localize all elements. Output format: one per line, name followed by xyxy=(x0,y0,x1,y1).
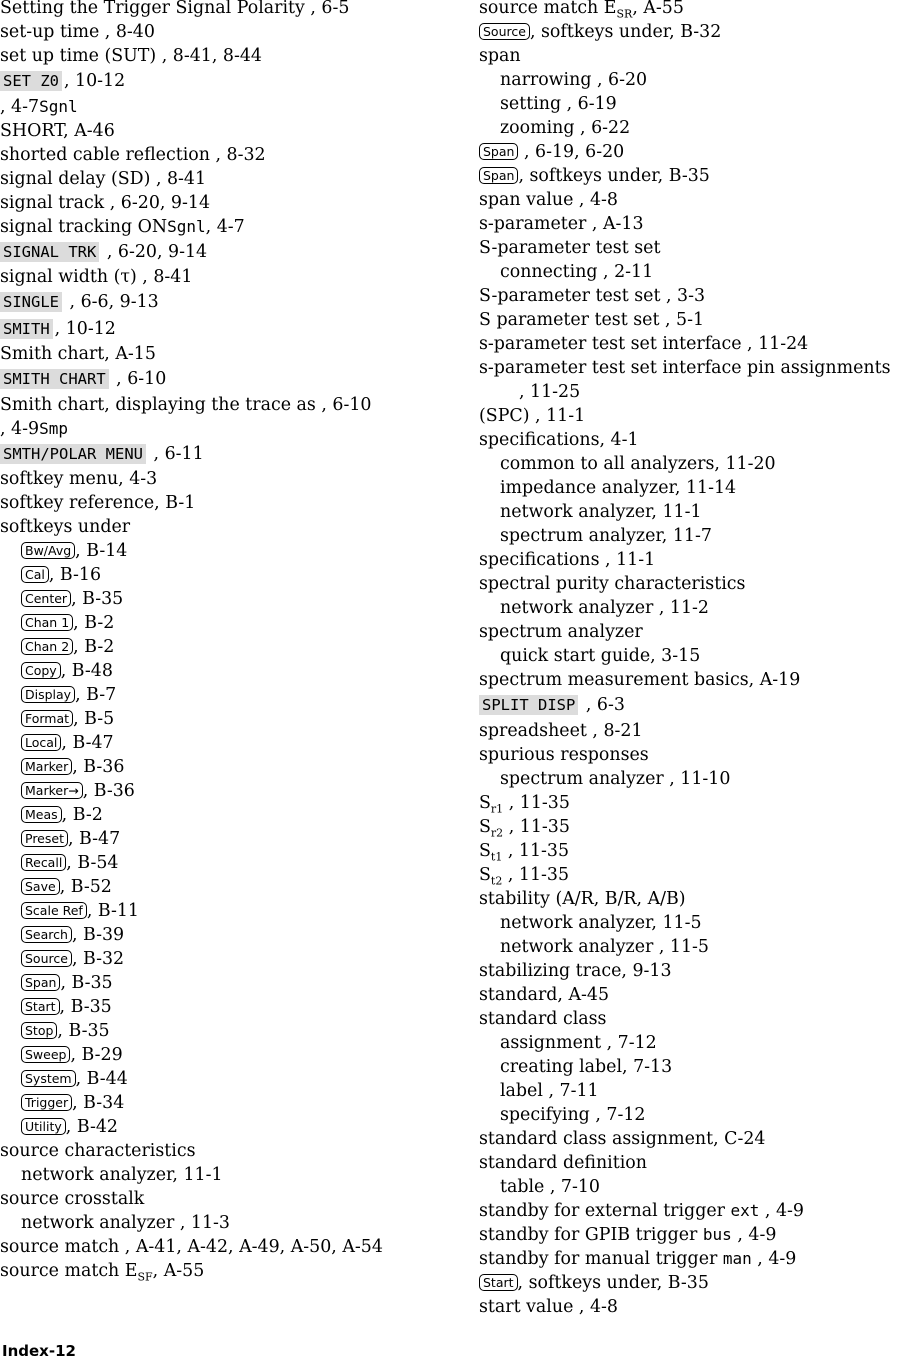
entry-text: , 6-11 xyxy=(147,443,204,464)
hardkey-label: Recall xyxy=(21,854,66,871)
entry-text: , B-39 xyxy=(71,925,125,945)
entry-text: span value , 4-8 xyxy=(479,190,618,210)
entry-text: source match , A-41, A-42, A-49, A-50, A-54 xyxy=(0,1237,383,1257)
index-subentry xyxy=(0,1115,470,1139)
entry-text: standard definition xyxy=(479,1152,647,1173)
index-subentry xyxy=(479,500,902,524)
entry-text: standby for external trigger xyxy=(479,1200,731,1221)
index-subentry xyxy=(479,1031,902,1055)
index-subentry xyxy=(0,659,470,683)
command-label: Sgnl xyxy=(167,216,206,236)
entry-text: standard class xyxy=(479,1008,607,1029)
entry-text: S-parameter test set , 3-3 xyxy=(479,286,706,306)
entry-text: standby for GPIB trigger xyxy=(479,1224,703,1245)
entry-text: , B-35 xyxy=(71,589,124,609)
index-entry xyxy=(479,572,902,596)
index-subentry xyxy=(479,767,902,791)
entry-text: source characteristics xyxy=(0,1141,196,1161)
index-entry xyxy=(479,1127,902,1151)
hardkey-label: Marker→ xyxy=(21,782,83,799)
command-label: man xyxy=(722,1248,752,1268)
index-entry xyxy=(479,1295,902,1319)
index-entry xyxy=(0,342,470,366)
entry-text: S-parameter test set xyxy=(479,238,661,258)
hardkey-label: Span xyxy=(21,974,60,991)
entry-text: spectrum analyzer, 11-7 xyxy=(500,526,712,546)
index-subentry xyxy=(479,452,902,476)
entry-text: set-up time , 8-40 xyxy=(0,22,155,42)
hardkey-label: Span xyxy=(479,143,518,160)
entry-text: , B-2 xyxy=(73,637,115,657)
hardkey-label: Start xyxy=(479,1274,518,1291)
index-entry xyxy=(479,356,902,404)
entry-text: start value , 4-8 xyxy=(479,1296,618,1317)
index-subentry xyxy=(479,1079,902,1103)
index-entry xyxy=(0,1139,470,1163)
index-entry xyxy=(479,188,902,212)
index-entry xyxy=(0,467,470,491)
entry-text: , B-7 xyxy=(75,685,117,705)
entry-text: , B-16 xyxy=(48,565,102,585)
index-entry xyxy=(479,284,902,308)
entry-text: , 6-10 xyxy=(110,369,167,389)
index-entry xyxy=(479,1151,902,1175)
entry-text: Smith chart, A-15 xyxy=(0,344,156,364)
entry-text: , B-47 xyxy=(67,829,121,849)
entry-text: Smith chart, displaying the trace as , 6-10 xyxy=(0,394,372,415)
entry-text: S xyxy=(479,840,491,861)
index-subentry xyxy=(0,587,470,611)
index-subentry xyxy=(0,563,470,587)
entry-text: source crosstalk xyxy=(0,1189,145,1209)
entry-text: spectrum analyzer xyxy=(479,622,643,642)
index-subentry xyxy=(0,827,470,851)
index-entry xyxy=(0,95,470,119)
index-entry xyxy=(479,140,902,164)
entry-text: specifications , 11-1 xyxy=(479,550,656,570)
entry-text: spurious responses xyxy=(479,744,649,765)
index-subentry xyxy=(479,116,902,140)
entry-text: , softkeys under, B-32 xyxy=(529,22,722,42)
hardkey-label: Display xyxy=(21,686,75,703)
entry-text: narrowing , 6-20 xyxy=(500,70,648,90)
entry-text: , B-14 xyxy=(75,541,128,561)
entry-text: , B-48 xyxy=(60,661,113,681)
command-label: Smp xyxy=(39,418,68,438)
entry-subscript: r1 xyxy=(490,801,504,815)
index-subentry xyxy=(479,524,902,548)
entry-text: source match E xyxy=(479,0,617,18)
hardkey-label: System xyxy=(21,1070,76,1087)
index-entry xyxy=(0,20,470,44)
entry-text: , B-34 xyxy=(72,1093,125,1113)
entry-text: , softkeys under, B-35 xyxy=(518,166,710,186)
entry-text: source match E xyxy=(0,1261,138,1281)
entry-text: , B-2 xyxy=(73,613,115,633)
index-entry xyxy=(0,366,470,393)
hardkey-label: Chan 1 xyxy=(21,614,73,631)
hardkey-label: Search xyxy=(21,926,72,943)
index-entry xyxy=(479,20,902,44)
softkey-label: SIGNAL TRK xyxy=(0,242,99,262)
entry-text: zooming , 6-22 xyxy=(500,118,631,138)
index-entry xyxy=(0,191,470,215)
index-entry xyxy=(479,1247,902,1271)
entry-text: s-parameter , A-13 xyxy=(479,214,644,234)
index-entry xyxy=(479,620,902,644)
entry-text: , B-2 xyxy=(61,805,103,825)
hardkey-label: Scale Ref xyxy=(21,902,87,919)
entry-pages: , A-55 xyxy=(152,1261,205,1281)
index-subentry xyxy=(479,1103,902,1127)
index-entry xyxy=(0,289,470,316)
hardkey-label: Trigger xyxy=(21,1094,72,1111)
index-entry xyxy=(0,316,470,343)
softkey-label: SPLIT DISP xyxy=(479,695,578,715)
entry-text: , softkeys under, B-35 xyxy=(517,1272,709,1293)
index-entry xyxy=(0,265,470,289)
index-subentry xyxy=(479,68,902,92)
entry-subscript: r2 xyxy=(490,825,504,839)
entry-pages: , 11-35 xyxy=(502,840,570,861)
index-entry xyxy=(0,491,470,515)
entry-text: standard class assignment, C-24 xyxy=(479,1128,766,1149)
index-entry xyxy=(479,164,902,188)
index-subentry xyxy=(0,755,470,779)
entry-text: , B-32 xyxy=(71,949,125,969)
hardkey-label: Source xyxy=(479,23,530,40)
entry-text: signal tracking ON xyxy=(0,216,168,237)
entry-text: specifying , 7-12 xyxy=(500,1104,646,1125)
entry-subscript: SF xyxy=(137,1270,153,1284)
hardkey-label: Utility xyxy=(21,1118,66,1135)
index-entry xyxy=(479,332,902,356)
entry-subscript: SR xyxy=(616,7,633,21)
index-entry xyxy=(479,212,902,236)
index-subentry xyxy=(0,971,470,995)
index-entry xyxy=(479,863,902,887)
entry-text: , B-35 xyxy=(57,1021,110,1041)
entry-text: assignment , 7-12 xyxy=(500,1032,657,1053)
index-entry xyxy=(479,404,902,428)
index-entry xyxy=(479,1223,902,1247)
entry-text: , 4-7 xyxy=(0,96,40,117)
entry-text: network analyzer , 11-5 xyxy=(500,936,709,957)
entry-text: spectral purity characteristics xyxy=(479,574,746,594)
index-entry xyxy=(0,515,470,539)
index-subentry xyxy=(0,1043,470,1067)
index-subentry xyxy=(0,539,470,563)
index-entry xyxy=(0,1235,470,1259)
entry-text: set up time (SUT) , 8-41, 8-44 xyxy=(0,46,262,66)
entry-text: S parameter test set , 5-1 xyxy=(479,310,705,330)
index-entry xyxy=(0,167,470,191)
entry-text: common to all analyzers, 11-20 xyxy=(500,454,776,474)
hardkey-label: Format xyxy=(21,710,73,727)
index-entry xyxy=(479,983,902,1007)
command-label: bus xyxy=(702,1224,732,1244)
entry-text: , 6-20, 9-14 xyxy=(101,241,208,262)
hardkey-label: Local xyxy=(21,734,61,751)
entry-text: softkey menu, 4-3 xyxy=(0,469,158,489)
entry-text: , 10-12 xyxy=(64,71,126,91)
entry-text: Setting the Trigger Signal Polarity , 6-5 xyxy=(0,0,350,18)
hardkey-label: Source xyxy=(21,950,72,967)
entry-pages: , 4-9 xyxy=(731,1224,777,1245)
index-entry xyxy=(479,791,902,815)
entry-pages: , 4-7 xyxy=(205,216,245,237)
entry-text: , B-35 xyxy=(60,973,113,993)
entry-text: , B-44 xyxy=(75,1069,128,1089)
entry-text: creating label, 7-13 xyxy=(500,1056,673,1077)
entry-text: impedance analyzer, 11-14 xyxy=(500,478,737,498)
index-subentry xyxy=(0,875,470,899)
entry-text: S xyxy=(479,864,491,885)
index-subentry xyxy=(0,1091,470,1115)
index-entry xyxy=(479,692,902,719)
hardkey-label: Chan 2 xyxy=(21,638,73,655)
index-entry xyxy=(479,1007,902,1031)
entry-text: , B-35 xyxy=(59,997,112,1017)
index-subentry xyxy=(0,1067,470,1091)
index-entry xyxy=(0,417,470,441)
entry-text: , 6-3 xyxy=(580,695,625,715)
index-subentry xyxy=(479,596,902,620)
index-entry xyxy=(479,887,902,911)
index-subentry xyxy=(0,611,470,635)
entry-text: , B-36 xyxy=(72,757,125,777)
entry-text: s-parameter test set interface pin assignments xyxy=(479,358,891,378)
entry-text: , 10-12 xyxy=(54,318,116,339)
hardkey-label: Start xyxy=(21,998,60,1015)
index-entry xyxy=(479,1199,902,1223)
index-entry xyxy=(0,119,470,143)
softkey-label: SINGLE xyxy=(0,292,62,312)
entry-text: standby for manual trigger xyxy=(479,1248,723,1269)
index-column-left xyxy=(0,0,470,1283)
hardkey-label: Stop xyxy=(21,1022,57,1039)
entry-text: softkey reference, B-1 xyxy=(0,493,196,513)
command-label: Sgnl xyxy=(39,96,78,116)
softkey-label: SMITH CHART xyxy=(0,369,109,389)
index-entry xyxy=(0,44,470,68)
index-subentry xyxy=(0,731,470,755)
index-entry xyxy=(0,1259,470,1283)
entry-text: SHORT, A-46 xyxy=(0,120,115,141)
entry-subscript: t1 xyxy=(490,849,503,863)
index-subentry xyxy=(0,947,470,971)
entry-text: quick start guide, 3-15 xyxy=(500,646,701,666)
entry-text: , 6-6, 9-13 xyxy=(64,292,159,312)
index-subentry xyxy=(0,1163,470,1187)
index-entry xyxy=(479,428,902,452)
entry-subscript: t2 xyxy=(490,873,503,887)
hardkey-label: Cal xyxy=(21,566,49,583)
entry-text: setting , 6-19 xyxy=(500,94,617,114)
entry-text: , B-36 xyxy=(82,781,135,801)
index-entry xyxy=(0,393,470,417)
entry-text: network analyzer , 11-2 xyxy=(500,598,709,618)
entry-pages: , 11-35 xyxy=(502,864,570,885)
index-subentry xyxy=(0,779,470,803)
index-entry xyxy=(0,0,470,20)
entry-text: s-parameter test set interface , 11-24 xyxy=(479,334,809,354)
entry-text: spectrum measurement basics, A-19 xyxy=(479,670,801,690)
index-entry xyxy=(479,815,902,839)
entry-text: , B-42 xyxy=(65,1117,118,1137)
index-subentry xyxy=(0,899,470,923)
entry-text: (SPC) , 11-1 xyxy=(479,406,586,426)
softkey-label: SMITH xyxy=(0,319,53,339)
index-subentry xyxy=(0,995,470,1019)
index-entry xyxy=(0,1187,470,1211)
hardkey-label: Sweep xyxy=(21,1046,70,1063)
entry-text: network analyzer, 11-5 xyxy=(500,912,702,933)
index-subentry xyxy=(479,92,902,116)
entry-text: , B-47 xyxy=(61,733,114,753)
entry-text: , 4-9 xyxy=(0,418,40,439)
entry-text: spectrum analyzer , 11-10 xyxy=(500,768,731,789)
hardkey-label: Meas xyxy=(21,806,62,823)
index-entry xyxy=(479,236,902,260)
command-label: ext xyxy=(730,1200,760,1220)
index-entry xyxy=(479,0,902,20)
index-entry xyxy=(479,1271,902,1295)
entry-text: span xyxy=(479,46,521,66)
entry-pages: , A-55 xyxy=(632,0,684,18)
index-subentry xyxy=(0,1019,470,1043)
index-subentry xyxy=(0,635,470,659)
softkey-label: SET Z0 xyxy=(0,71,62,91)
entry-text: standard, A-45 xyxy=(479,984,610,1005)
index-entry xyxy=(0,239,470,266)
index-entry xyxy=(479,44,902,68)
entry-text: softkeys under xyxy=(0,517,131,537)
index-entry xyxy=(479,668,902,692)
entry-text: stability (A/R, B/R, A/B) xyxy=(479,888,686,909)
entry-pages: , 11-35 xyxy=(503,816,570,837)
index-subentry xyxy=(479,260,902,284)
entry-text: , B-52 xyxy=(59,877,112,897)
entry-text: shorted cable reflection , 8-32 xyxy=(0,144,266,165)
entry-text: , B-54 xyxy=(66,853,119,873)
index-subentry xyxy=(0,923,470,947)
entry-text: spreadsheet , 8-21 xyxy=(479,720,643,741)
index-entry xyxy=(0,215,470,239)
entry-pages: , 4-9 xyxy=(751,1248,797,1269)
page-footer: Index-12 xyxy=(2,1342,76,1360)
index-subentry xyxy=(0,707,470,731)
hardkey-label: Span xyxy=(479,167,518,184)
index-subentry xyxy=(479,1055,902,1079)
index-subentry xyxy=(479,911,902,935)
entry-text: signal delay (SD) , 8-41 xyxy=(0,168,207,189)
index-entry xyxy=(479,959,902,983)
index-subentry xyxy=(479,1175,902,1199)
entry-text: stabilizing trace, 9-13 xyxy=(479,960,672,981)
index-entry xyxy=(479,308,902,332)
hardkey-label: Center xyxy=(21,590,71,607)
entry-text: , B-11 xyxy=(86,901,139,921)
index-entry xyxy=(479,839,902,863)
entry-text: network analyzer, 11-1 xyxy=(500,502,702,522)
entry-text: network analyzer, 11-1 xyxy=(21,1165,223,1185)
entry-text: , B-5 xyxy=(73,709,115,729)
entry-text: S xyxy=(479,792,491,813)
index-entry xyxy=(0,68,470,95)
entry-pages: , 4-9 xyxy=(759,1200,804,1221)
entry-text: connecting , 2-11 xyxy=(500,262,654,282)
index-subentry xyxy=(0,683,470,707)
entry-pages: , 11-35 xyxy=(503,792,570,813)
entry-pages: , 11-25 xyxy=(519,382,581,402)
hardkey-label: Marker xyxy=(21,758,72,775)
index-subentry xyxy=(0,803,470,827)
hardkey-label: Save xyxy=(21,878,60,895)
hardkey-label: Bw/Avg xyxy=(21,542,75,559)
index-subentry xyxy=(479,476,902,500)
index-entry xyxy=(479,743,902,767)
entry-text: network analyzer , 11-3 xyxy=(21,1213,230,1233)
index-subentry xyxy=(0,851,470,875)
index-entry xyxy=(479,719,902,743)
entry-text: table , 7-10 xyxy=(500,1176,600,1197)
hardkey-label: Preset xyxy=(21,830,68,847)
index-entry xyxy=(0,441,470,468)
entry-text: label , 7-11 xyxy=(500,1080,599,1101)
entry-text: signal width (τ) , 8-41 xyxy=(0,267,193,287)
softkey-label: SMTH/POLAR MENU xyxy=(0,444,146,464)
entry-text: signal track , 6-20, 9-14 xyxy=(0,192,211,213)
entry-text: S xyxy=(479,816,491,837)
hardkey-label: Copy xyxy=(21,662,61,679)
entry-text: , B-29 xyxy=(70,1045,123,1065)
index-subentry xyxy=(479,935,902,959)
entry-text: specifications, 4-1 xyxy=(479,430,639,450)
index-column-right xyxy=(479,0,902,1319)
index-subentry xyxy=(479,644,902,668)
entry-text: , 6-19, 6-20 xyxy=(518,142,625,162)
index-entry xyxy=(0,143,470,167)
index-subentry xyxy=(0,1211,470,1235)
index-entry xyxy=(479,548,902,572)
